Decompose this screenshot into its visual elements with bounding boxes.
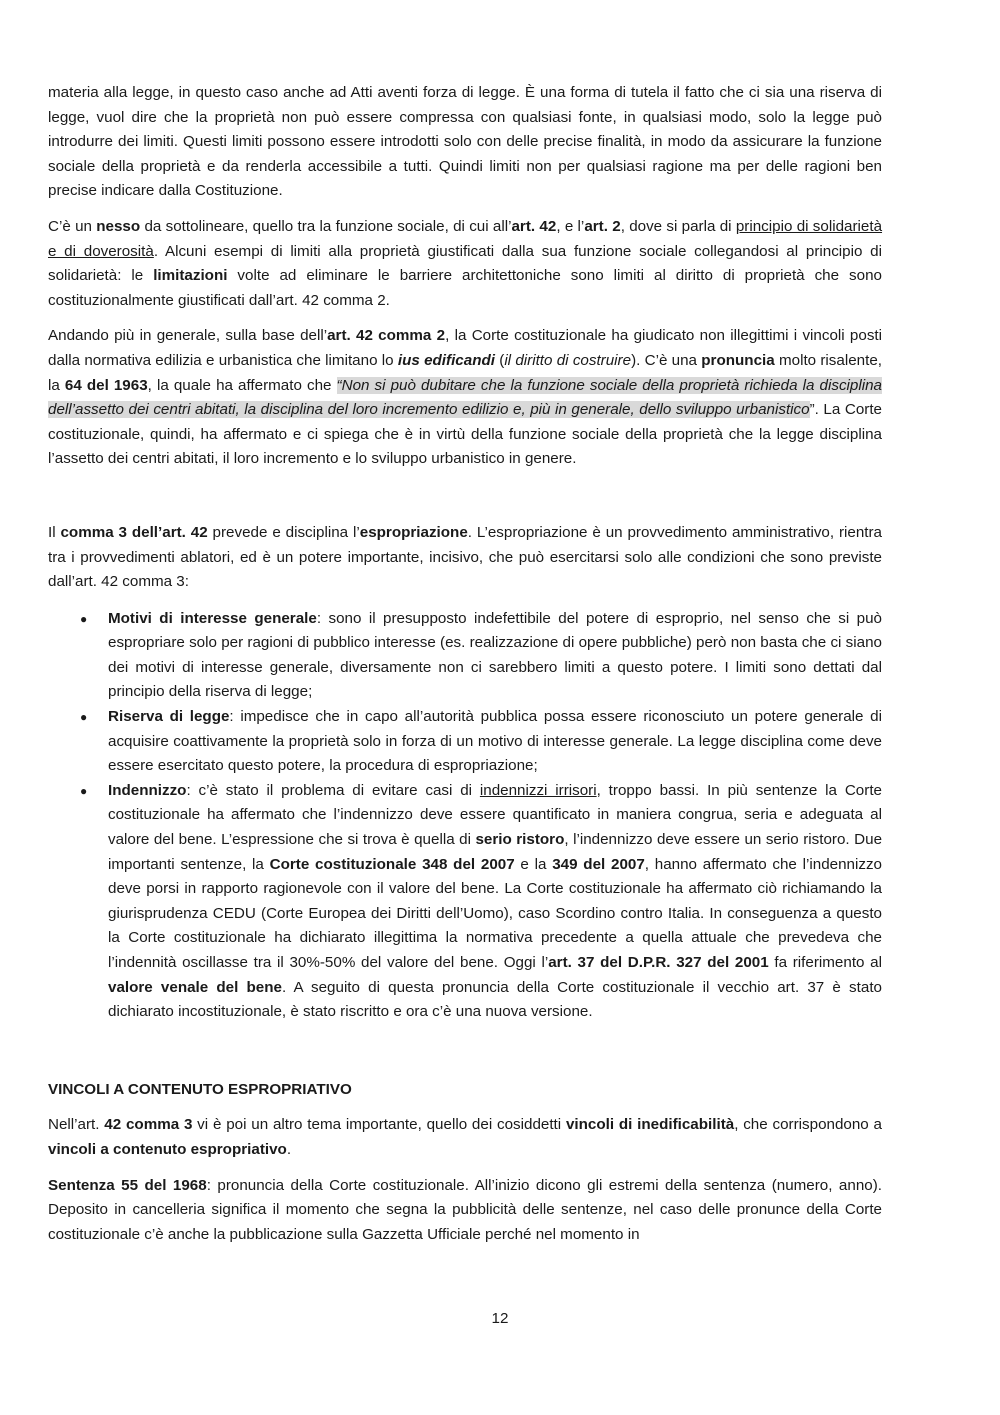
text: vi è poi un altro tema importante, quello dei cosiddetti: [192, 1116, 566, 1134]
paragraph-nesso: [48, 215, 882, 313]
bold-text: serio ristoro: [475, 831, 565, 849]
paragraph-riserva-di-legge: [48, 81, 882, 204]
bold-text: art. 37 del D.P.R. 327 del 2001: [548, 954, 769, 971]
text: Nell’art.: [48, 1116, 105, 1134]
bullet-icon: ●: [80, 783, 88, 798]
text: , l’indennizzo deve essere un serio ristoro. Due importanti sentenze, la: [108, 831, 883, 873]
text: e la: [514, 855, 553, 873]
bold-text: vincoli di inedificabilità: [565, 1116, 735, 1134]
text: ”: [809, 401, 815, 419]
paragraph-espropriazione: [48, 521, 882, 595]
text: : c’è stato il problema di evitare casi di: [186, 781, 480, 799]
text: . A seguito di questa pronuncia della Corte costituzionale il vecchio art. 37 è stato dichiarato incostituzionale, è stato riscritto e ora c’è una nuova versione.: [108, 978, 882, 1021]
text: ). C’è una: [631, 351, 702, 369]
bold-text: nesso: [96, 217, 141, 235]
paragraph-ius-edificandi: [48, 324, 882, 472]
bold-text: Sentenza 55 del 1968: [48, 1176, 207, 1194]
underlined-text: principio di solidarietà e di doverosità: [48, 217, 883, 260]
spacer: [48, 472, 882, 521]
bold-text: 349 del 2007: [552, 855, 645, 873]
bold-text: 64 del 1963: [64, 376, 148, 394]
text: , che corrispondono a: [734, 1116, 882, 1134]
text: .: [286, 1140, 292, 1158]
text: : sono il presupposto indefettibile del potere di esproprio, nel senso che si può espropriare solo per ragioni di pubblico interesse (es. realizzazione di opere pubbliche) però non basta che ci siano dei motivi di interesse generale, diversamente non ci sarebbero limiti a questo potere. I limiti sono dettati dal principio della riserva di legge;: [108, 609, 882, 701]
bold-text: vincoli a contenuto espropriativo: [48, 1140, 287, 1158]
text: molto risalente, la: [48, 351, 882, 394]
bullet-title: Riserva di legge: [108, 708, 230, 726]
bold-text: limitazioni: [153, 267, 228, 285]
text: prevede e disciplina l’: [207, 523, 360, 541]
text: , la Corte costituzionale ha giudicato non illegittimi i vincoli posti dalla normativa edilizia e urbanistica che limitano lo: [48, 327, 883, 369]
bullet-title: Motivi di interesse generale: [108, 609, 317, 627]
list-item: [48, 779, 882, 1025]
bold-text: espropriazione: [359, 523, 468, 541]
text: , hanno affermato che l’indennizzo deve porsi in rapporto ragionevole con il valore del bene. La Corte costituzionale ha affermato ciò richiamando la giurisprudenza CEDU (Corte Europea dei Diritti dell’Uomo), caso Scordino contro Italia. In conseguenza a questo la Corte costituzionale ha dichiarato illegittima la normativa precedente a quella attuale che prevedeva che l’indennità oscillasse tra il 30%-50% del valore del bene. Oggi l’: [108, 855, 883, 971]
bullet-title: Indennizzo: [108, 781, 187, 799]
bold-text: art. 42: [511, 217, 557, 235]
paragraph-sentenza: [48, 1174, 882, 1248]
text: : pronuncia della Corte costituzionale. All’inizio dicono gli estremi della sentenza (numero, anno). Deposito in cancelleria significa il momento che segna la pubblicità delle sentenze, nel caso delle pronunce della Corte costituzionale c’è anche la pubblicazione sulla Gazzetta Ufficiale perché nel momento in: [48, 1176, 882, 1243]
bold-text: pronuncia: [701, 351, 775, 369]
text: volte ad eliminare le barriere architettoniche sono limiti al diritto di proprietà che sono costituzionalmente giustificati dall’art. 42 comma 2.: [48, 267, 882, 309]
text: , dove si parla di: [620, 217, 736, 235]
list-item: [48, 705, 882, 779]
text: fa riferimento al: [768, 954, 882, 971]
page-number: 12: [491, 1310, 509, 1327]
bullet-list: [48, 607, 882, 1025]
bold-text: comma 3 dell’art. 42: [60, 523, 208, 541]
bullet-icon: ●: [80, 611, 88, 626]
text: , troppo bassi. In più sentenze la Corte costituzionale ha affermato che l’indennizzo deve essere quantificato in maniera congrua, seria e adeguata al valore del bene. L’espressione che si trova è quella di: [108, 781, 882, 849]
text: . Alcuni esempi di limiti alla proprietà giustificati dalla sua funzione sociale collegandosi al principio di solidarietà: le: [48, 242, 882, 285]
bold-text: valore venale del bene: [108, 978, 282, 996]
text: . La Corte costituzionale, quindi, ha affermato e ci spiega che è in virtù della funzione sociale della proprietà che la legge disciplina l’assetto dei centri abitati, il loro incremento e lo sviluppo urbanistico in genere.: [48, 401, 882, 468]
text: materia alla legge, in questo caso anche ad Atti aventi forza di legge. È una forma di tutela il fatto che ci sia una riserva di legge, vuol dire che la proprietà non può essere compressa con qualsiasi fonte, in qualsiasi modo, solo la legge può introdurre dei limiti. Questi limiti possono essere introdotti solo con delle precise finalità, in modo da assicurare la funzione sociale della proprietà e da renderla accessibile a tutti. Quindi limiti non per qualsiasi ragione ma per delle ragioni ben precise indicare dalla Costituzione.: [48, 84, 882, 200]
bold-text: art. 2: [584, 217, 621, 235]
text: C’è un: [48, 217, 97, 235]
text: , la quale ha affermato che: [147, 376, 337, 394]
italic-text: il diritto di costruire: [504, 351, 632, 369]
list-item: [48, 607, 882, 705]
text: Il: [48, 523, 61, 541]
spacer: [48, 1025, 882, 1078]
text: (: [494, 351, 505, 369]
bold-text: Corte costituzionale 348 del 2007: [269, 855, 515, 873]
section-heading: VINCOLI A CONTENUTO ESPROPRIATIVO: [48, 1080, 352, 1098]
text: : impedisce che in capo all’autorità pubblica possa essere riconosciuto un potere generale di acquisire coattivamente la proprietà solo in forza di un motivo di interesse generale. La legge disciplina come deve essere esercitato questo potere, la procedura di espropriazione;: [108, 708, 882, 775]
text: Andando più in generale, sulla base dell’: [48, 327, 328, 345]
document-page: [48, 81, 882, 1247]
bullet-icon: ●: [80, 710, 88, 725]
text: . L’espropriazione è un provvedimento amministrativo, rientra tra i provvedimenti ablatori, ed è un potere importante, incisivo, che può esercitarsi solo alle condizioni che sono previste dall’art. 42 comma 3:: [48, 523, 883, 591]
bold-text: 42 comma 3: [104, 1116, 193, 1134]
underlined-text: indennizzi irrisori: [479, 781, 597, 799]
highlighted-quote: “Non si può dubitare che la funzione sociale della proprietà richieda la disciplina dell’assetto dei centri abitati, la disciplina del loro incremento edilizio e, più in generale, dello sviluppo urbanistico: [48, 376, 882, 419]
bold-text: art. 42 comma 2: [327, 327, 446, 345]
paragraph-vincoli: [48, 1113, 882, 1162]
bold-italic-text: ius edificandi: [397, 351, 495, 369]
text: da sottolineare, quello tra la funzione sociale, di cui all’: [140, 217, 512, 235]
text: , e l’: [556, 217, 585, 235]
